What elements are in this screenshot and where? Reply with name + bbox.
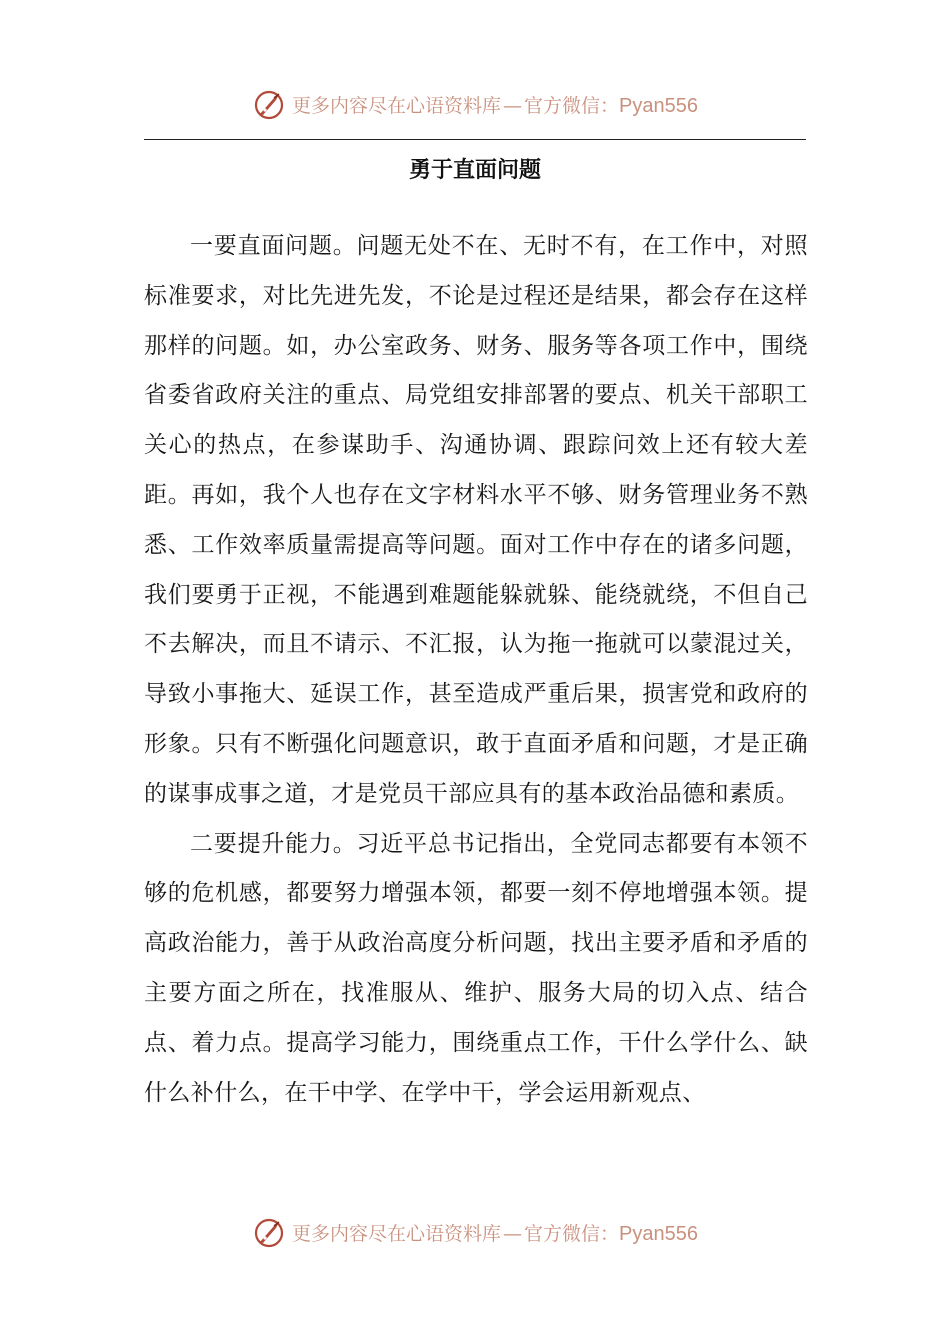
pen-nib-circle-icon: [252, 1214, 288, 1250]
header-brand-text: [292, 91, 698, 118]
header-divider: [144, 139, 806, 140]
footer-brand-text: [292, 1219, 698, 1246]
body-paragraph-2: 二要提升能力。习近平总书记指出，全党同志都要有本领不够的危机感，都要努力增强本领，都要一刻不停地增强本领。提高政治能力，善于从政治高度分析问题，找出主要矛盾和矛盾的主要方面之所在，找准服从、维护、服务大局的切入点、结合点、着力点。提高学习能力，围绕重点工作，干什么学什么、缺什么补什么，在干中学、在学中干，学会运用新观点、: [144, 830, 808, 1106]
header-wechat-label: 官方微信：: [524, 94, 620, 117]
footer-brand-separator: —: [503, 1222, 523, 1245]
footer-brand-main: 更多内容尽在心语资料库: [292, 1222, 502, 1245]
document-title: 勇于直面问题: [408, 158, 541, 183]
footer-watermark: [0, 1212, 950, 1252]
header-brand-separator: —: [503, 94, 523, 117]
header-watermark: [0, 84, 950, 124]
pen-nib-circle-icon: [252, 86, 288, 122]
header-wechat-id: Pyan556: [619, 94, 698, 117]
footer-wechat-id: Pyan556: [619, 1222, 698, 1245]
footer-wechat-label: 官方微信：: [524, 1222, 620, 1245]
header-brand-main: 更多内容尽在心语资料库: [292, 94, 502, 117]
document-body: [144, 222, 808, 1118]
body-paragraph-1: 一要直面问题。问题无处不在、无时不有，在工作中，对照标准要求，对比先进先发，不论是过程还是结果，都会存在这样那样的问题。如，办公室政务、财务、服务等各项工作中，围绕省委省政府关注的重点、局党组安排部署的要点、机关干部职工关心的热点，在参谋助手、沟通协调、跟踪问效上还有较大差距。再如，我个人也存在文字材料水平不够、财务管理业务不熟悉、工作效率质量需提高等问题。面对工作中存在的诸多问题，我们要勇于正视，不能遇到难题能躲就躲、能绕就绕，不但自己不去解决，而且不请示、不汇报，认为拖一拖就可以蒙混过关，导致小事拖大、延误工作，甚至造成严重后果，损害党和政府的形象。只有不断强化问题意识，敢于直面矛盾和问题，才是正确的谋事成事之道，才是党员干部应具有的基本政治品德和素质。: [144, 233, 808, 807]
